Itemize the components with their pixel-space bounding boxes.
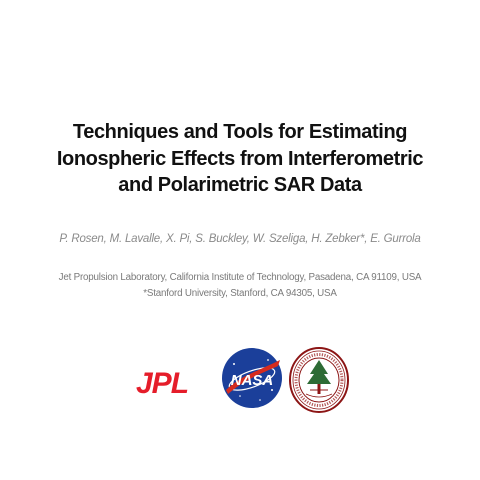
nasa-wordmark: NASA xyxy=(230,372,274,389)
logo-row xyxy=(0,346,480,422)
jpl-logo: JPL xyxy=(136,367,189,400)
author-list: P. Rosen, M. Lavalle, X. Pi, S. Buckley, W. Szeliga, H. Zebker*, E. Gurrola xyxy=(59,233,421,245)
presentation-title xyxy=(20,119,460,199)
title-line: and Polarimetric SAR Data xyxy=(118,174,362,196)
affiliation-stanford: *Stanford University, Stanford, CA 94305, USA xyxy=(143,288,337,299)
affiliations xyxy=(10,270,470,302)
nasa-meatball-icon xyxy=(220,346,284,410)
affiliation-jpl: Jet Propulsion Laboratory, California Institute of Technology, Pasadena, CA 91109, USA xyxy=(58,272,422,283)
title-line: Ionospheric Effects from Interferometric xyxy=(56,147,424,170)
stanford-seal-icon xyxy=(288,346,350,414)
title-line: Techniques and Tools for Estimating xyxy=(72,121,408,143)
